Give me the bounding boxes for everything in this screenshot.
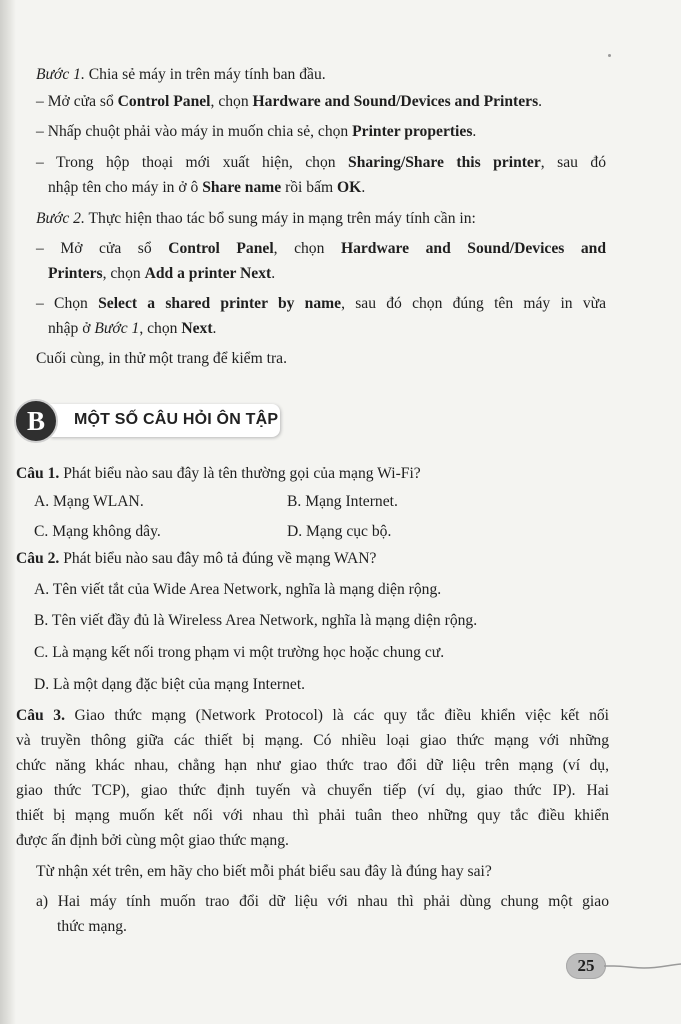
step2-item-2-line2: nhập ở Bước 1, chọn Next. [48,320,217,337]
step1-item-3-line2: nhập tên cho máy in ở ô Share name rồi bấm OK. [48,179,366,196]
step2-intro: Bước 2. Thực hiện thao tác bổ sung máy in mạng trên máy tính cần in: [36,210,476,227]
q2-option-d: D. Là một dạng đặc biệt của mạng Internet. [34,676,306,693]
step2-item-1-line1: – Mở cửa sổ Control Panel, chọn Hardware and Sound/Devices and [36,240,606,257]
section-header [14,398,280,444]
step1-item-3-line1: – Trong hộp thoại mới xuất hiện, chọn Sharing/Share this printer, sau đó [36,154,607,171]
q3-item-a-line2: thức mạng. [57,918,127,935]
step1-item-2: – Nhấp chuột phải vào máy in muốn chia sẻ, chọn Printer properties. [36,123,477,140]
q1-text: Câu 1. Phát biểu nào sau đây là tên thường gọi của mạng Wi-Fi? [16,465,421,482]
step2-item-2-line1: – Chọn Select a shared printer by name, sau đó chọn đúng tên máy in vừa [36,295,607,312]
step1-label: Bước 1. [36,66,85,83]
q3-line-1: Câu 3. Giao thức mạng (Network Protocol) là các quy tắc điều khiển việc kết nối [16,707,609,724]
final-text: Cuối cùng, in thử một trang để kiểm tra. [36,350,287,367]
q3-line-2: và truyền thông giữa các thiết bị mạng. Có nhiều loại giao thức mạng với những [16,732,609,749]
step1-item-1: – Mở cửa sổ Control Panel, chọn Hardware and Sound/Devices and Printers. [36,93,543,110]
book-spine-shadow [0,0,16,1024]
q1-option-c: C. Mạng không dây. [34,523,161,540]
step2-label: Bước 2. [36,210,85,227]
step1-intro: Bước 1. Chia sẻ máy in trên máy tính ban đầu. [36,66,326,83]
q3-prompt: Từ nhận xét trên, em hãy cho biết mỗi phát biểu sau đây là đúng hay sai? [36,863,492,880]
speck [608,54,611,57]
q2-option-c: C. Là mạng kết nối trong phạm vi một trường học hoặc chung cư. [34,644,445,661]
q2-text: Câu 2. Phát biểu nào sau đây mô tả đúng về mạng WAN? [16,550,377,567]
step2-item-1-line2: Printers, chọn Add a printer Next. [48,265,276,282]
q1-option-d: D. Mạng cục bộ. [287,523,392,540]
q2-option-b: B. Tên viết đầy đủ là Wireless Area Network, nghĩa là mạng diện rộng. [34,612,478,629]
section-title: MỘT SỐ CÂU HỎI ÔN TẬP [74,411,279,428]
q3-item-a-line1: a) Hai máy tính muốn trao đổi dữ liệu với nhau thì phải dùng chung một giao [36,893,609,910]
section-letter-badge: B [14,399,58,443]
q3-line-6: được ấn định bởi cùng một giao thức mạng. [16,832,289,849]
q2-label: Câu 2. [16,550,60,567]
page-number-badge: 25 [566,953,606,979]
q3-line-3: chức năng khác nhau, chẳng hạn như giao thức trao đổi dữ liệu trên mạng (ví dụ, [16,757,609,774]
q3-line-4: giao thức TCP), giao thức định tuyến và chuyển tiếp (ví dụ, giao thức IP). Hai [16,782,609,799]
q3-label: Câu 3. [16,707,65,724]
page-number-decoration [604,960,681,974]
section-banner [50,404,280,437]
q1-option-b: B. Mạng Internet. [287,493,398,510]
q1-option-a: A. Mạng WLAN. [34,493,144,510]
q1-label: Câu 1. [16,465,60,482]
q3-line-5: thiết bị mạng muốn kết nối với nhau thì phải tuân theo những quy tắc điều khiển [16,807,609,824]
q2-option-a: A. Tên viết tắt của Wide Area Network, nghĩa là mạng diện rộng. [34,581,442,598]
